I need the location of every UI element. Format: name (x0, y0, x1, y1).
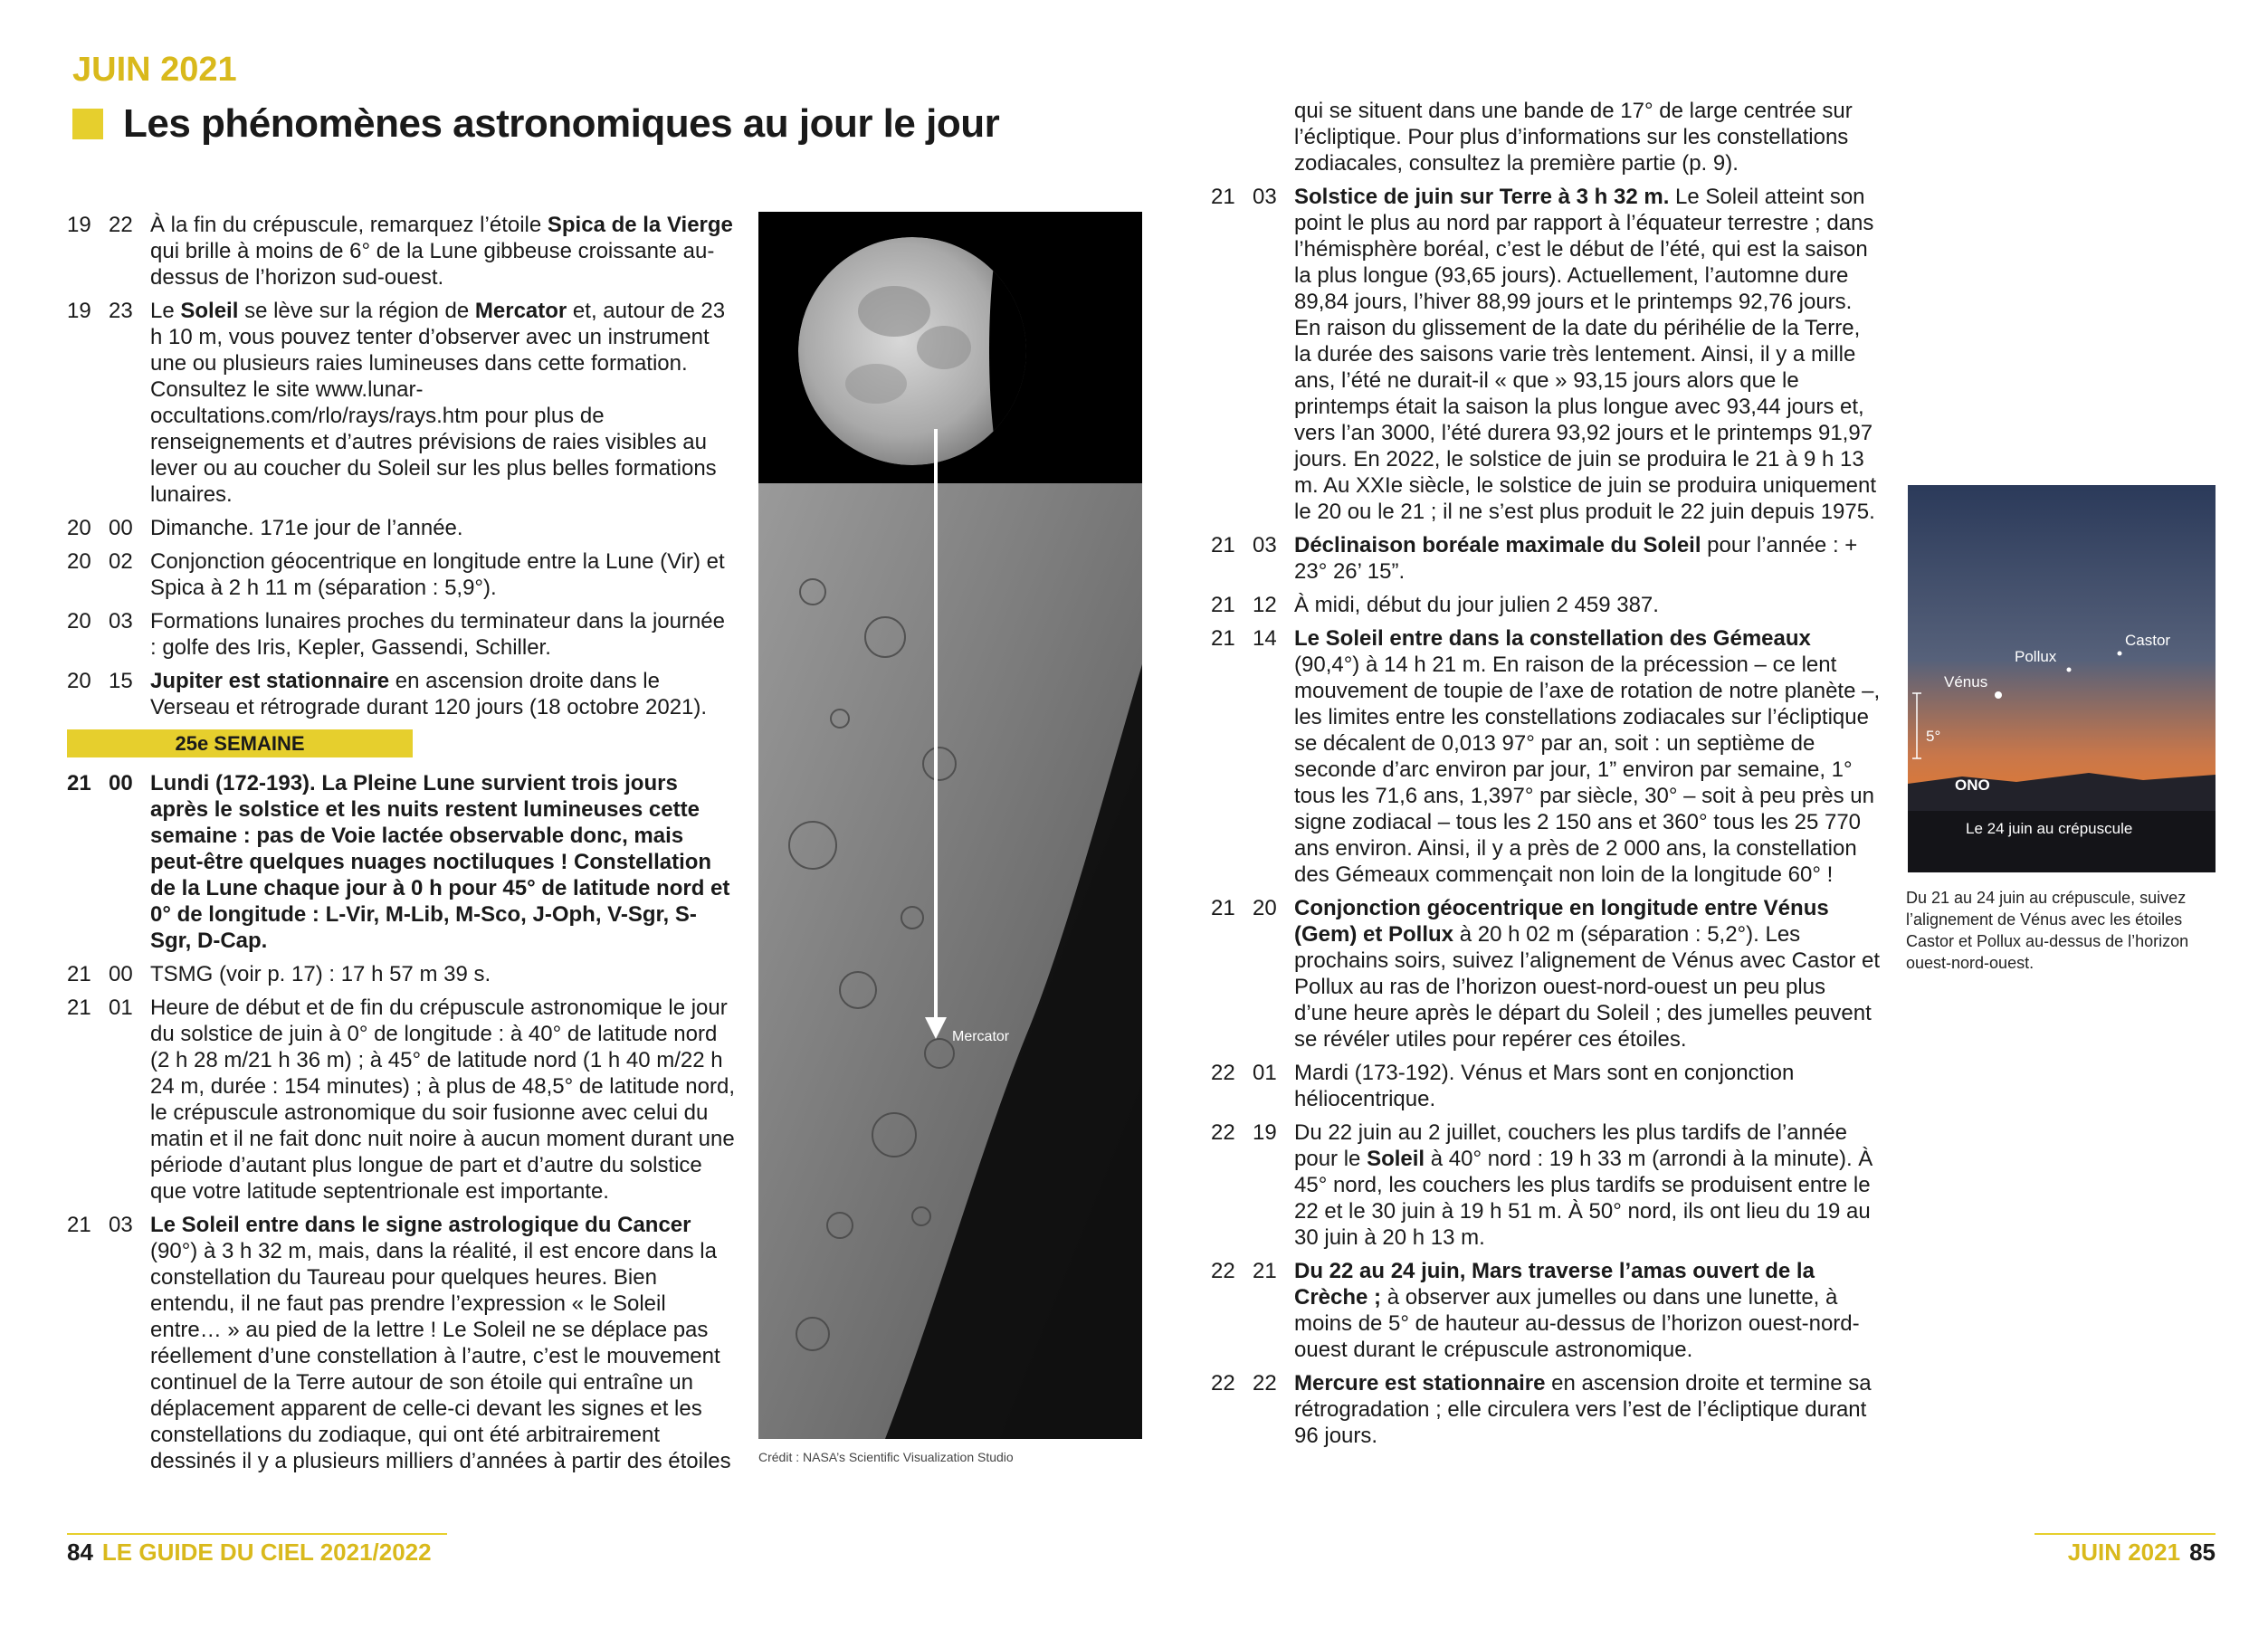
entry-hour: 03 (1253, 533, 1277, 557)
castor-star (2118, 652, 2122, 656)
entry-day: 21 (1211, 533, 1235, 557)
entry (1211, 532, 1881, 585)
entry-day: 21 (67, 1213, 91, 1237)
entry-hour: 03 (1253, 185, 1277, 209)
entry (1211, 1119, 1881, 1251)
footer-rule-right (2035, 1533, 2216, 1535)
entry-text: Mercure est stationnaire en ascension droite et termine sa rétrogradation ; elle circulera vers l’est de l’écliptique durant 96 jours. (1294, 1371, 1872, 1448)
photo-caption: Du 21 au 24 juin au crépuscule, suivez l’alignement de Vénus avec les étoiles Castor et Pollux au-dessus de l’horizon ouest-nord-ouest. (1906, 889, 2189, 972)
entry-day: 22 (1211, 1120, 1235, 1145)
entry (67, 212, 735, 291)
direction-label: ONO (1955, 776, 1990, 794)
footer-rule-left (67, 1533, 447, 1535)
entry-hour: 21 (1253, 1259, 1277, 1283)
entry-day: 21 (1211, 593, 1235, 617)
entry-hour: 00 (109, 516, 133, 540)
entry-hour: 01 (1253, 1061, 1277, 1085)
page-number-right: 85 (2189, 1538, 2216, 1566)
castor-label: Castor (2125, 632, 2171, 649)
entry-day: 22 (1211, 1061, 1235, 1085)
entry-hour: 00 (109, 962, 133, 986)
entry-text: Mardi (173-192). Vénus et Mars sont en conjonction héliocentrique. (1294, 1061, 1795, 1111)
scale-label: 5° (1926, 728, 1941, 745)
mercator-label: Mercator (952, 1029, 1010, 1044)
continuation-text: qui se situent dans une bande de 17° de large centrée sur l’écliptique. Pour plus d’informations sur les constellations zodiacales, consultez la première partie (p. 9). (1294, 99, 1853, 176)
entry-day: 21 (1211, 626, 1235, 651)
entry-day: 21 (1211, 185, 1235, 209)
entry-hour: 23 (109, 299, 133, 323)
venus-planet (1995, 691, 2002, 699)
entry-hour: 00 (109, 771, 133, 795)
entry-hour: 22 (109, 213, 133, 237)
entry (1211, 895, 1881, 1053)
entry-text: Dimanche. 171e jour de l’année. (150, 516, 463, 540)
entry-text: Formations lunaires proches du terminateur dans la journée : golfe des Iris, Kepler, Gassendi, Schiller. (150, 609, 726, 660)
entry-text: TSMG (voir p. 17) : 17 h 57 m 39 s. (150, 962, 491, 986)
entry-hour: 20 (1253, 896, 1277, 920)
page-number-left: 84 (67, 1538, 93, 1566)
entry (1211, 1060, 1881, 1112)
entry-text: À midi, début du jour julien 2 459 387. (1294, 593, 1659, 617)
entry-text: Heure de début et de fin du crépuscule astronomique le jour du solstice de juin à 0° de longitude : à 40° de latitude nord (2 h 28 m/21 h 36 m) ; à 45° de latitude nord (1 h 40 m/22 h 24 m, durée : 154 minutes) ; à plus de 48,5° de latitude nord, le crépuscule astronomique du soir fusionne avec celui du matin et il ne fait donc nuit noire à aucun moment durant une période d’autant plus longue de part et d’autre du solstice que votre latitude septentrionale est importante. (150, 996, 735, 1204)
entry-day: 19 (67, 213, 91, 237)
entry-day: 20 (67, 549, 91, 574)
entry-day: 21 (1211, 896, 1235, 920)
entry-hour: 14 (1253, 626, 1277, 651)
entry (1211, 592, 1881, 618)
entry (1211, 1258, 1881, 1363)
venus-label: Vénus (1944, 673, 1988, 691)
entry-text: À la fin du crépuscule, remarquez l’étoile Spica de la Vierge qui brille à moins de 6° de la Lune gibbeuse croissante au-dessus de l’horizon sud-ouest. (150, 213, 733, 290)
entry (1211, 184, 1881, 525)
moon-figure (758, 212, 1142, 1439)
entry (1211, 1370, 1881, 1449)
entry-text: Lundi (172-193). La Pleine Lune survient trois jours après le solstice et les nuits restent lumineuses cette semaine : pas de Voie lactée observable donc, mais peut-être quelques nuages noctiluques ! Constellation de la Lune chaque jour à 0 h pour 45° de latitude nord et 0° de longitude : L-Vir, M-Lib, M-Sco, J-Oph, V-Sgr, S-Sgr, D-Cap. (150, 771, 730, 953)
footer-month: JUIN 2021 (2067, 1538, 2181, 1566)
footer-left (67, 1538, 432, 1567)
entry (67, 1212, 735, 1474)
entry (67, 961, 735, 987)
entry (67, 515, 735, 541)
pollux-label: Pollux (2015, 648, 2057, 665)
entry (67, 608, 735, 661)
month-heading: JUIN 2021 (72, 51, 237, 89)
entry-hour: 02 (109, 549, 133, 574)
entry-hour: 22 (1253, 1371, 1277, 1396)
entry-text: Du 22 au 24 juin, Mars traverse l’amas ouvert de la Crèche ; à observer aux jumelles ou dans une lunette, à moins de 5° de hauteur au-dessus de l’horizon ouest-nord-ouest durant le crépuscule astronomique. (1294, 1259, 1860, 1362)
week-band: 25e SEMAINE (67, 729, 413, 757)
entry-text: Déclinaison boréale maximale du Soleil pour l’année : + 23° 26’ 15”. (1294, 533, 1858, 584)
entry-day: 20 (67, 516, 91, 540)
entry-hour: 03 (109, 609, 133, 634)
entry (67, 995, 735, 1205)
right-column (1211, 98, 1881, 1456)
entry-text: Solstice de juin sur Terre à 3 h 32 m. Le Soleil atteint son point le plus au nord par rapport à l’équateur terrestre ; dans l’hémisphère boréal, c’est le début de l’été, qui est la saison la plus longue (93,65 jours). Actuellement, l’automne dure 89,84 jours, l’hiver 88,99 jours et le printemps 92,76 jours. En raison du glissement de la date du périhélie de la Terre, la durée des saisons varie très lentement. Ainsi, il y a mille ans, l’été ne durait-il « que » 93,15 jours alors que le printemps était la saison la plus longue avec 93,44 jours et, vers l’an 3000, l’été durera 93,92 jours et le printemps 91,97 jours. En 2022, le solstice de juin se produira le 21 à 9 h 13 m. Au XXIe siècle, le solstice de juin se produira uniquement le 20 ou le 21 ; il ne s’est plus produit le 22 juin depuis 1975. (1294, 185, 1877, 524)
entry-day: 20 (67, 609, 91, 634)
entry (1211, 625, 1881, 888)
book-title: LE GUIDE DU CIEL 2021/2022 (101, 1538, 432, 1566)
entry-text: Conjonction géocentrique en longitude entre Vénus (Gem) et Pollux à 20 h 02 m (séparation : 5,2°). Les prochains soirs, suivez l’alignement de Vénus avec Castor et Pollux au ras de l’horizon ouest-nord-ouest un peu plus d’une heure après le départ du Soleil ; des jumelles peuvent se révéler utiles pour repérer ces étoiles. (1294, 896, 1880, 1052)
entry-day: 22 (1211, 1371, 1235, 1396)
entry-hour: 01 (109, 996, 133, 1020)
entry-day: 22 (1211, 1259, 1235, 1283)
entry (67, 770, 735, 954)
entry-day: 21 (67, 962, 91, 986)
entry-text: Jupiter est stationnaire en ascension droite dans le Verseau et rétrograde durant 120 jours (18 octobre 2021). (150, 669, 708, 719)
entry-day: 21 (67, 771, 91, 795)
entry-hour: 12 (1253, 593, 1277, 617)
entry-text: Le Soleil entre dans la constellation des Gémeaux (90,4°) à 14 h 21 m. En raison de la précession – ce lent mouvement de toupie de l’axe de rotation de notre planète –, les limites entre les constellations zodiacales sur l’écliptique se décalent de 0,013 97° par an, soit : un septième de seconde d’arc environ par jour, 1” environ par semaine, 1° tous les 71,6 ans, 1,397° par siècle, 30° – soit à peu près un signe zodiacal – tous les 2 150 ans et 360° tous les 25 770 ans environ. Ainsi, il y a près de 2 000 ans, la constellation des Gémeaux commençait non loin de la longitude 60° ! (1294, 626, 1881, 887)
photo-inset-label: Le 24 juin au crépuscule (1966, 820, 2133, 837)
entry-day: 21 (67, 996, 91, 1020)
page-title: Les phénomènes astronomiques au jour le jour (123, 101, 1000, 146)
pollux-star (2067, 668, 2072, 672)
sky-photo (1908, 485, 2216, 872)
entry (67, 668, 735, 720)
entry-day: 20 (67, 669, 91, 693)
entry-text: Du 22 juin au 2 juillet, couchers les plus tardifs de l’année pour le Soleil à 40° nord : 19 h 33 m (arrondi à la minute). À 45° nord, les couchers les plus tardifs se produisent entre le 22 et le 30 juin à 19 h 51 m. À 50° nord, ils ont lieu du 19 au 30 juin à 20 h 13 m. (1294, 1120, 1873, 1250)
left-column (67, 212, 735, 1481)
entry-text: Le Soleil entre dans le signe astrologique du Cancer (90°) à 3 h 32 m, mais, dans la réalité, il est encore dans la constellation du Taureau pour quelques heures. Bien entendu, il ne faut pas prendre l’expression « le Soleil entre… » au pied de la lettre ! Le Soleil ne se déplace pas réellement d’une constellation à l’autre, c’est le mouvement continuel de la Terre autour de son étoile qui entraîne un déplacement apparent de celle-ci devant les signes et les constellations du zodiaque, qui ont été arbitrairement dessinés il y a plusieurs milliers d’années à partir des étoiles (150, 1213, 731, 1473)
entry-hour: 15 (109, 669, 133, 693)
entry-text: Le Soleil se lève sur la région de Mercator et, autour de 23 h 10 m, vous pouvez tenter d’observer avec un instrument une ou plusieurs raies lumineuses dans cette formation. Consultez le site www.lunar-occultations.com/rlo/rays/rays.htm pour plus de renseignements et d’autres prévisions de raies visibles au lever ou au coucher du Soleil sur les plus belles formations lunaires. (150, 299, 726, 507)
image-credit: Crédit : NASA’s Scientific Visualization Studio (758, 1450, 1014, 1464)
title-square-marker (72, 109, 103, 139)
entry (67, 298, 735, 508)
entry-text: Conjonction géocentrique en longitude entre la Lune (Vir) et Spica à 2 h 11 m (séparation : 5,9°). (150, 549, 725, 600)
entry (67, 548, 735, 601)
title-row (72, 101, 999, 147)
footer-right (2068, 1538, 2216, 1567)
entry-day: 19 (67, 299, 91, 323)
entry-hour: 03 (109, 1213, 133, 1237)
moon-illustration (758, 212, 1142, 1439)
entry-hour: 19 (1253, 1120, 1277, 1145)
